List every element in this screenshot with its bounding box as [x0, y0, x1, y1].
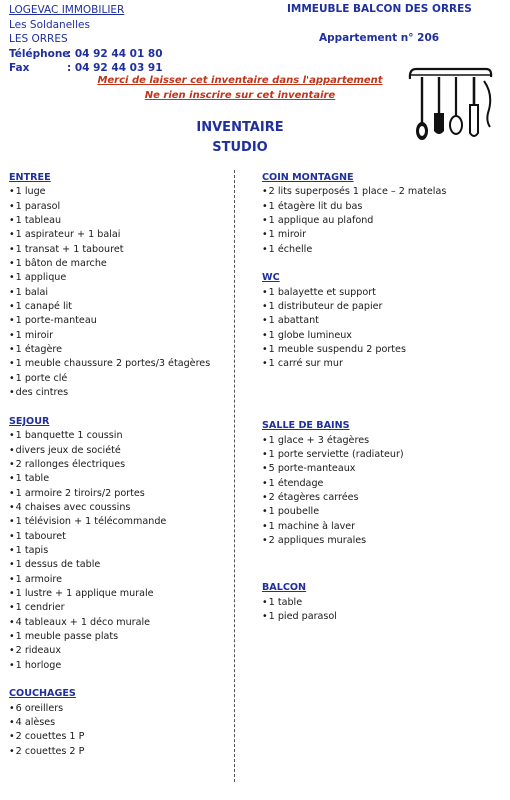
list-item: • 1 étagère: [9, 343, 231, 357]
item-list: [9, 185, 231, 400]
list-item: • 1 poubelle: [262, 505, 502, 519]
list-item: • 1 bâton de marche: [9, 257, 231, 271]
item-list: [262, 434, 502, 549]
list-item: • 1 armoire: [9, 573, 231, 587]
list-item: • divers jeux de société: [9, 444, 231, 458]
list-item: • 1 parasol: [9, 200, 231, 214]
list-item: • 1 meuble passe plats: [9, 630, 231, 644]
list-item: • 1 machine à laver: [262, 520, 502, 534]
list-item: • 1 aspirateur + 1 balai: [9, 228, 231, 242]
list-item: • 1 armoire 2 tiroirs/2 portes: [9, 487, 231, 501]
list-item: • 1 porte serviette (radiateur): [262, 448, 502, 462]
list-item: • 1 cendrier: [9, 601, 231, 615]
list-item: • 2 appliques murales: [262, 534, 502, 548]
list-item: • 1 tapis: [9, 544, 231, 558]
list-item: • 1 échelle: [262, 243, 502, 257]
list-item: • 2 couettes 2 P: [9, 745, 231, 759]
list-item: • 1 balayette et support: [262, 286, 502, 300]
town-name: LES ORRES: [9, 33, 68, 45]
list-item: • 4 chaises avec coussins: [9, 501, 231, 515]
list-item: • 4 tableaux + 1 déco murale: [9, 616, 231, 630]
item-list: [9, 429, 231, 673]
fax-label: Fax: [9, 62, 30, 74]
list-item: • 1 tabouret: [9, 530, 231, 544]
column-divider: [234, 170, 235, 782]
notice-line-2: Ne rien inscrire sur cet inventaire: [144, 89, 336, 101]
item-list: [262, 185, 502, 257]
list-item: • 1 meuble suspendu 2 portes: [262, 343, 502, 357]
section-heading: COUCHAGES: [9, 688, 76, 700]
list-item: • 2 couettes 1 P: [9, 730, 231, 744]
list-item: • 1 étendage: [262, 477, 502, 491]
phone-line: [9, 47, 163, 62]
building-name: IMMEUBLE BALCON DES ORRES: [287, 3, 472, 15]
left-column: [9, 171, 231, 759]
list-item: • 1 applique: [9, 271, 231, 285]
company-name: LOGEVAC IMMOBILIER: [9, 4, 125, 16]
list-item: • 1 miroir: [262, 228, 502, 242]
phone-label: Téléphone: [9, 47, 70, 60]
notice-block: [0, 74, 480, 103]
list-item: • 1 carré sur mur: [262, 357, 502, 371]
list-item: • 2 lits superposés 1 place – 2 matelas: [262, 185, 502, 199]
list-item: • 2 rallonges électriques: [9, 458, 231, 472]
list-item: • 1 transat + 1 tabouret: [9, 243, 231, 257]
list-item: • 1 balai: [9, 286, 231, 300]
list-item: • 1 applique au plafond: [262, 214, 502, 228]
list-item: • 4 alèses: [9, 716, 231, 730]
list-item: • 1 banquette 1 coussin: [9, 429, 231, 443]
list-item: • des cintres: [9, 386, 231, 400]
section-heading: WC: [262, 272, 280, 284]
apartment-number: Appartement n° 206: [319, 32, 440, 44]
title-line-1: INVENTAIRE: [196, 120, 284, 135]
item-list: [262, 596, 502, 625]
list-item: • 1 abattant: [262, 314, 502, 328]
list-item: • 1 table: [9, 472, 231, 486]
page-title: [0, 118, 480, 158]
section-heading: ENTREE: [9, 172, 51, 183]
list-item: • 1 globe lumineux: [262, 329, 502, 343]
residence-name: Les Soldanelles: [9, 18, 90, 31]
section-balcon: [262, 581, 502, 624]
section-wc: [262, 271, 502, 371]
agency-block: [9, 3, 163, 76]
list-item: • 1 table: [262, 596, 502, 610]
list-item: • 1 horloge: [9, 659, 231, 673]
item-list: [262, 286, 502, 372]
list-item: • 1 glace + 3 étagères: [262, 434, 502, 448]
section-couchages: [9, 687, 231, 759]
notice-line-1: Merci de laisser cet inventaire dans l'appartement: [97, 75, 383, 86]
section-heading: COIN MONTAGNE: [262, 172, 354, 183]
section-heading: SALLE DE BAINS: [262, 420, 350, 432]
list-item: • 1 télévision + 1 télécommande: [9, 515, 231, 529]
list-item: • 1 porte clé: [9, 372, 231, 386]
section-entree: [9, 171, 231, 401]
section-sejour: [9, 415, 231, 673]
list-item: • 1 distributeur de papier: [262, 300, 502, 314]
list-item: • 2 étagères carrées: [262, 491, 502, 505]
title-line-2: STUDIO: [212, 140, 268, 155]
list-item: • 2 rideaux: [9, 644, 231, 658]
list-item: • 1 canapé lit: [9, 300, 231, 314]
section-coin-montagne: [262, 171, 502, 257]
list-item: • 1 étagère lit du bas: [262, 200, 502, 214]
list-item: • 1 pied parasol: [262, 610, 502, 624]
fax-value: : 04 92 44 03 91: [67, 62, 163, 74]
list-item: • 1 tableau: [9, 214, 231, 228]
list-item: • 1 meuble chaussure 2 portes/3 étagères: [9, 357, 231, 371]
list-item: • 1 miroir: [9, 329, 231, 343]
list-item: • 1 luge: [9, 185, 231, 199]
section-heading: SEJOUR: [9, 415, 50, 427]
list-item: • 5 porte-manteaux: [262, 462, 502, 476]
item-list: [9, 702, 231, 759]
right-column: [262, 171, 502, 624]
section-heading: BALCON: [262, 582, 307, 594]
phone-value: : 04 92 44 01 80: [67, 47, 163, 60]
section-salle-de-bains: [262, 419, 502, 548]
list-item: • 1 dessus de table: [9, 558, 231, 572]
list-item: • 6 oreillers: [9, 702, 231, 716]
list-item: • 1 porte-manteau: [9, 314, 231, 328]
list-item: • 1 lustre + 1 applique murale: [9, 587, 231, 601]
